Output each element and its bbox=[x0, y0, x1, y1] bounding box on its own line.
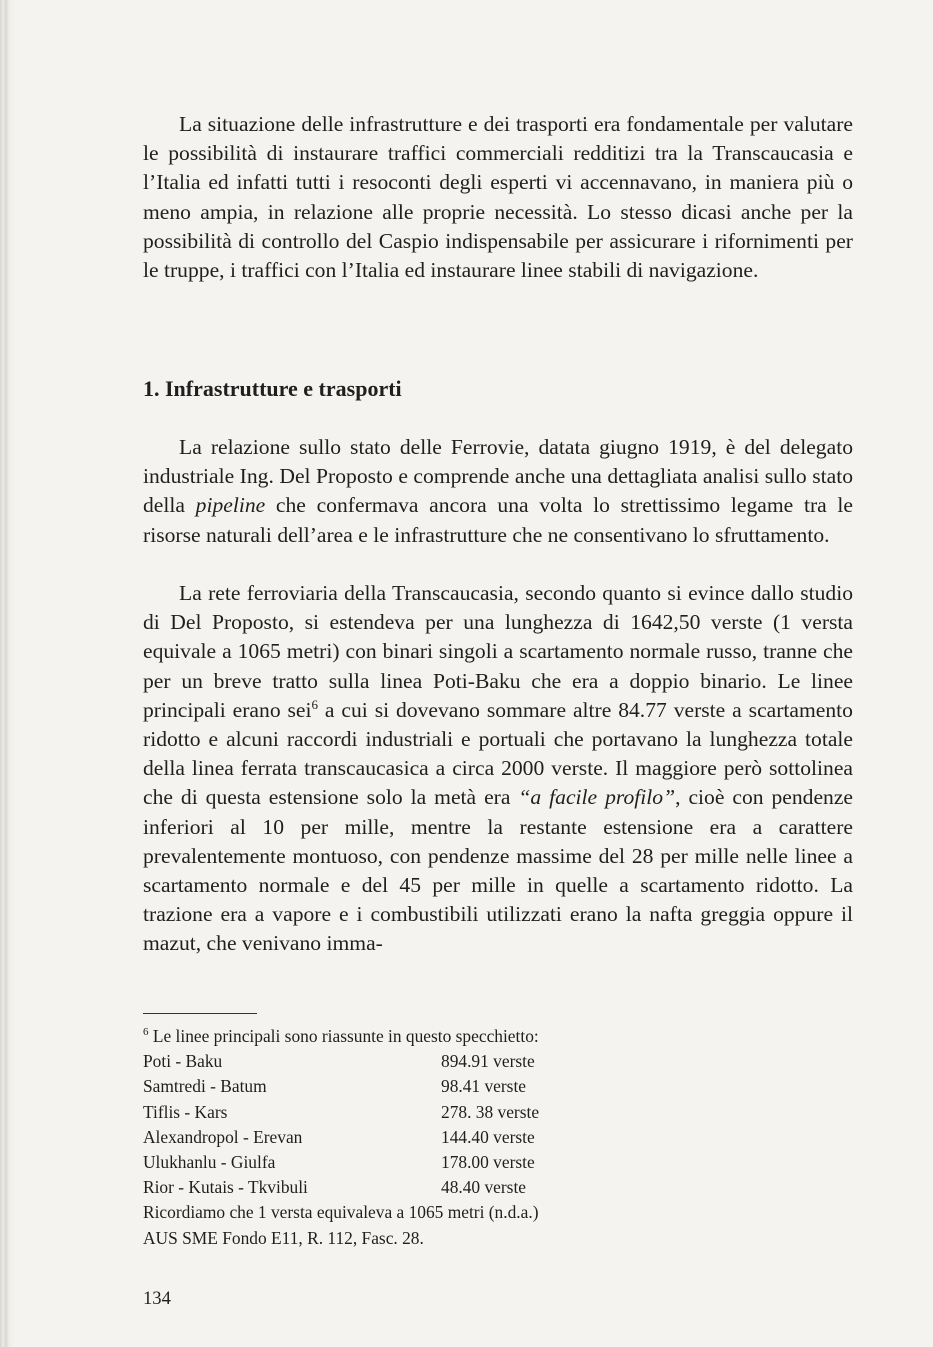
paragraph-text: La rete ferroviaria della Transcaucasia, secondo quanto si evince dallo studio di Del Proposto, si estendeva per una lunghezza di 1642,50 verste (1 versta equivale a 1065 metri) con binari singoli a scartamento normale russo, tranne che per un breve tratto sulla linea Poti-Baku che era a doppio binario. Le linee principali erano sei bbox=[143, 581, 853, 722]
paragraph-railway-network bbox=[143, 579, 853, 959]
route-name: Poti - Baku bbox=[143, 1051, 223, 1072]
route-name: Alexandropol - Erevan bbox=[143, 1126, 303, 1147]
paragraph-intro: La situazione delle infrastrutture e dei trasporti era fondamentale per valutare le possibilità di instaurare traffici commerciali redditizi tra la Transcaucasia e l’Italia ed infatti tutti i resoconti degli esperti vi accennavano, in maniera più o meno ampia, in relazione alle proprie necessità. Lo stesso dicasi anche per la possibilità di controllo del Caspio indispensabile per assicurare i rifornimenti per le truppe, i traffici con l’Italia ed instaurare linee stabili di navigazione. bbox=[143, 112, 853, 283]
route-length: 278. 38 verste bbox=[441, 1101, 540, 1122]
footnote-reference[interactable]: 6 bbox=[311, 696, 319, 712]
route-length: 894.91 verste bbox=[441, 1051, 535, 1072]
footnote-table-row bbox=[143, 1049, 853, 1074]
paragraph-text: che confermava ancora una volta lo strettissimo legame tra le risorse naturali dell’area e le infrastrutture che ne consentivano lo sfruttamento. bbox=[143, 493, 853, 547]
page-number: 134 bbox=[143, 1288, 171, 1309]
route-name: Ulukhanlu - Giulfa bbox=[143, 1152, 276, 1173]
route-name: Tiflis - Kars bbox=[143, 1101, 228, 1122]
paragraph-text: La relazione sullo stato delle Ferrovie, datata giugno 1919, è del delegato industriale Ing. Del Proposto e comprende anche una dettagliata analisi sullo stato della bbox=[143, 435, 853, 518]
footnote-table-row bbox=[143, 1074, 853, 1099]
route-name: Samtredi - Batum bbox=[143, 1076, 267, 1097]
route-length: 178.00 verste bbox=[441, 1152, 535, 1173]
footnote-separator bbox=[143, 1013, 257, 1014]
footnote-block bbox=[143, 1024, 853, 1251]
footnote-source: AUS SME Fondo E11, R. 112, Fasc. 28. bbox=[143, 1227, 424, 1248]
footnote-table-row bbox=[143, 1175, 853, 1200]
footnote-table-row bbox=[143, 1150, 853, 1175]
footnote-table-row bbox=[143, 1100, 853, 1125]
footnote-intro bbox=[143, 1024, 853, 1049]
footnote-note: Ricordiamo che 1 versta equivaleva a 1065 metri (n.d.a.) bbox=[143, 1202, 539, 1223]
paragraph-railway-report bbox=[143, 433, 853, 550]
binding-edge bbox=[0, 0, 14, 1347]
route-name: Rior - Kutais - Tkvibuli bbox=[143, 1177, 308, 1198]
italic-quote: “a facile profilo” bbox=[518, 785, 676, 810]
route-length: 98.41 verste bbox=[441, 1076, 527, 1097]
footnote-intro-text: Le linee principali sono riassunte in questo specchietto: bbox=[148, 1026, 539, 1046]
paragraph-text: , cioè con pendenze inferiori al 10 per mille, mentre la restante estensione era a carattere prevalentemente montuoso, con pendenze massime del 28 per mille nelle linee a scartamento normale e del 45 per mille in quelle a scartamento ridotto. La trazione era a vapore e i combustibili utilizzati erano la nafta greggia oppure il mazut, che venivano imma- bbox=[143, 785, 854, 956]
footnote-table-row bbox=[143, 1125, 853, 1150]
italic-term: pipeline bbox=[195, 493, 266, 518]
paragraph-text: a cui si dovevano sommare altre 84.77 verste a scartamento ridotto e alcuni raccordi industriali e portuali che portavano la lunghezza totale della linea ferrata transcaucasica a circa 2000 verste. Il maggiore però sottolinea che di questa estensione solo la metà era bbox=[143, 697, 853, 810]
footnote-marker: 6 bbox=[143, 1026, 149, 1038]
route-length: 48.40 verste bbox=[441, 1177, 527, 1198]
route-length: 144.40 verste bbox=[441, 1126, 535, 1147]
section-heading: 1. Infrastrutture e trasporti bbox=[143, 376, 402, 401]
